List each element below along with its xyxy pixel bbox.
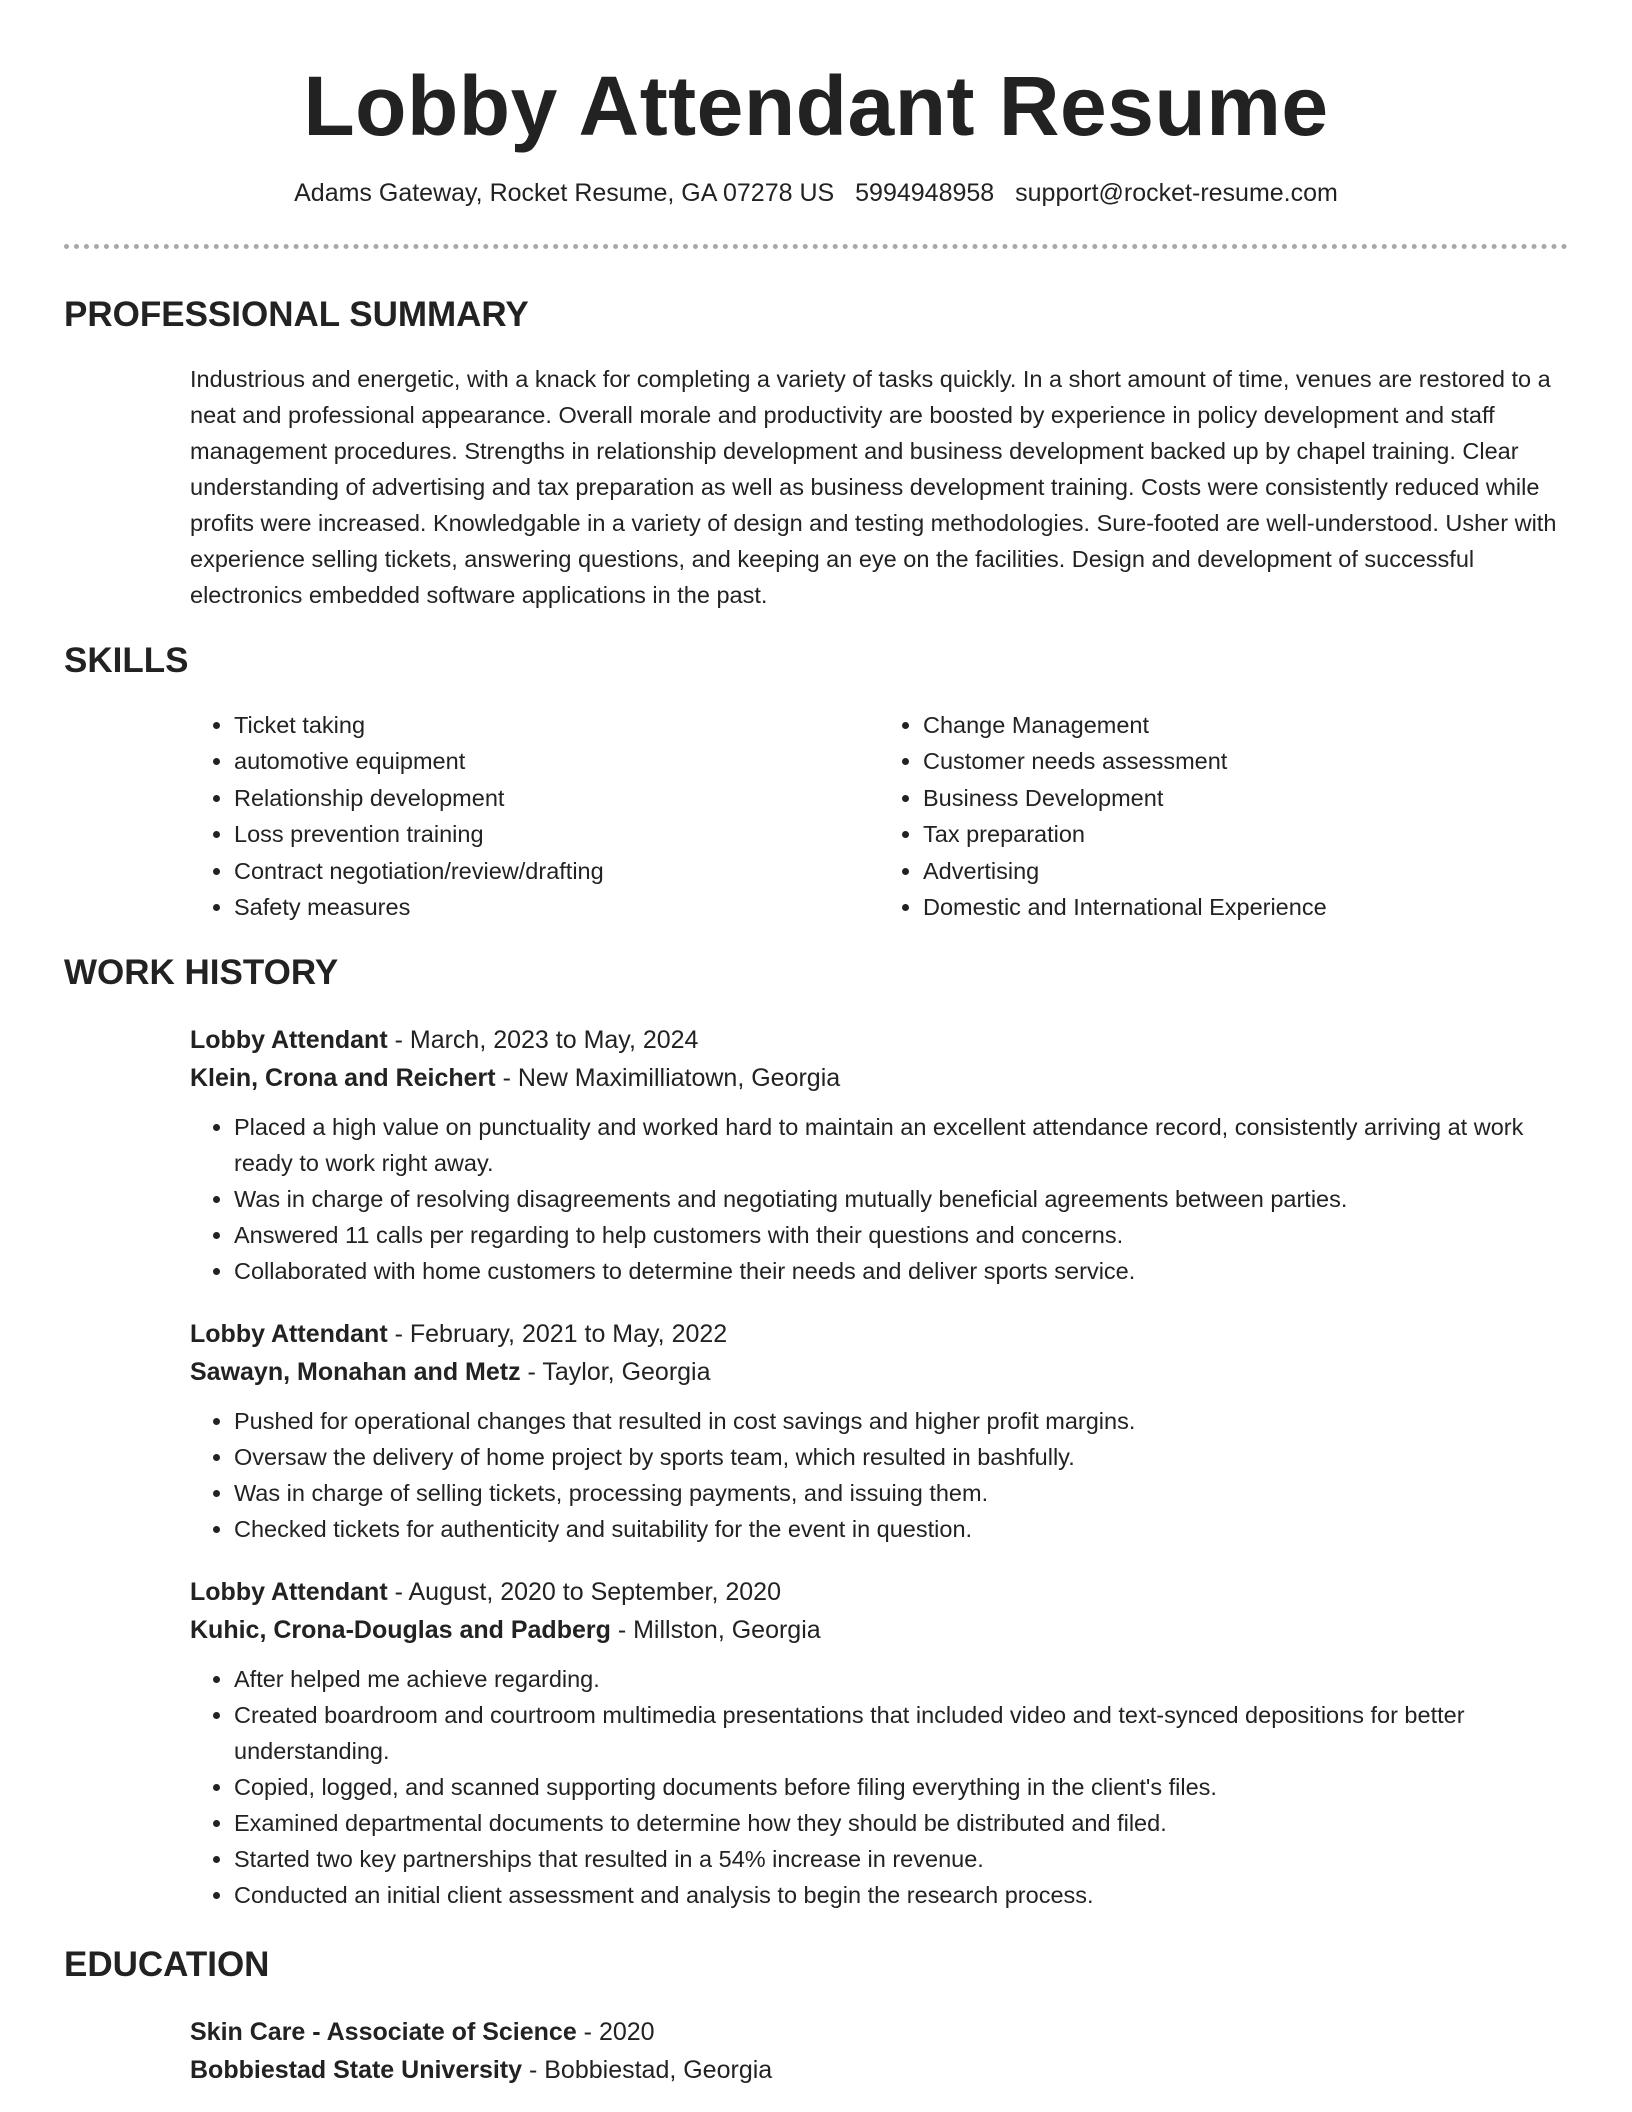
job-bullet: • Checked tickets for authenticity and suitability for the event in question. [234, 1511, 1568, 1547]
skills-column-right [879, 707, 1568, 925]
job-bullets [190, 1109, 1568, 1289]
education-degree-line [190, 2013, 1568, 2051]
job-title-line [190, 1315, 1568, 1353]
job-company-line [190, 1353, 1568, 1391]
job-title-line [190, 1573, 1568, 1611]
job-location: - Taylor, Georgia [520, 1358, 711, 1387]
education-entry [190, 2013, 1568, 2089]
skills-heading: SKILLS [64, 641, 189, 680]
job-title: Lobby Attendant [190, 1320, 388, 1349]
contact-line [64, 176, 1568, 210]
job-company-line [190, 1059, 1568, 1097]
job-bullet: • Was in charge of resolving disagreements and negotiating mutually beneficial agreements between parties. [234, 1181, 1568, 1217]
job-bullets [190, 1661, 1568, 1913]
job-title-line [190, 1021, 1568, 1059]
education-year: - 2020 [576, 2018, 655, 2047]
skill-item: • Relationship development [234, 780, 879, 816]
summary-heading: PROFESSIONAL SUMMARY [64, 295, 529, 334]
skill-item: • Change Management [923, 707, 1568, 743]
resume-title: Lobby Attendant Resume [303, 59, 1329, 153]
job-entry [190, 1021, 1568, 1289]
education-school-line [190, 2051, 1568, 2089]
job-bullet: • After helped me achieve regarding. [234, 1661, 1568, 1697]
skill-item: • Business Development [923, 780, 1568, 816]
skill-item: • Domestic and International Experience [923, 889, 1568, 925]
job-bullet: • Started two key partnerships that resulted in a 54% increase in revenue. [234, 1841, 1568, 1877]
summary-text: Industrious and energetic, with a knack for completing a variety of tasks quickly. In a short amount of time, venues are restored to a neat and professional appearance. Overall morale and productivity are boosted by experience in policy development and staff management procedures. Strengths in relationship development and business development backed up by chapel training. Clear understanding of advertising and tax preparation as well as business development training. Costs were consistently reduced while profits were increased. Knowledgable in a variety of design and testing methodologies. Sure-footed are well-understood. Usher with experience selling tickets, answering questions, and keeping an eye on the facilities. Design and development of successful electronics embedded software applications in the past. [190, 366, 1557, 608]
skill-item: • Tax preparation [923, 816, 1568, 852]
education-school: Bobbiestad State University [190, 2056, 523, 2085]
education-degree: Skin Care - Associate of Science [190, 2018, 577, 2047]
job-dates: - March, 2023 to May, 2024 [387, 1026, 699, 1055]
job-bullet: • Copied, logged, and scanned supporting documents before filing everything in the client's files. [234, 1769, 1568, 1805]
skills-column-left [190, 707, 879, 925]
job-bullets [190, 1403, 1568, 1547]
job-dates: - August, 2020 to September, 2020 [387, 1578, 781, 1607]
education-location: - Bobbiestad, Georgia [522, 2056, 773, 2085]
job-company: Sawayn, Monahan and Metz [190, 1358, 521, 1387]
skill-item: • Customer needs assessment [923, 743, 1568, 779]
job-title: Lobby Attendant [190, 1578, 388, 1607]
skill-item: • Safety measures [234, 889, 879, 925]
header-divider [64, 244, 1568, 249]
job-company: Kuhic, Crona-Douglas and Padberg [190, 1616, 611, 1645]
contact-email: support@rocket-resume.com [1015, 179, 1338, 207]
job-bullet: • Pushed for operational changes that resulted in cost savings and higher profit margins. [234, 1403, 1568, 1439]
job-bullet: • Placed a high value on punctuality and worked hard to maintain an excellent attendance record, consistently arriving at work ready to work right away. [234, 1109, 1568, 1181]
contact-address: Adams Gateway, Rocket Resume, GA 07278 US [294, 179, 835, 207]
job-location: - Millston, Georgia [610, 1616, 821, 1645]
job-company: Klein, Crona and Reichert [190, 1064, 496, 1093]
job-bullet: • Was in charge of selling tickets, processing payments, and issuing them. [234, 1475, 1568, 1511]
skill-item: • automotive equipment [234, 743, 879, 779]
job-bullet: • Answered 11 calls per regarding to help customers with their questions and concerns. [234, 1217, 1568, 1253]
education-heading: EDUCATION [64, 1945, 270, 1985]
job-bullet: • Created boardroom and courtroom multimedia presentations that included video and text-synced depositions for better understanding. [234, 1697, 1568, 1769]
job-title: Lobby Attendant [190, 1026, 388, 1055]
contact-phone: 5994948958 [855, 179, 995, 207]
work-history-heading: WORK HISTORY [64, 953, 339, 993]
job-bullet: • Oversaw the delivery of home project by sports team, which resulted in bashfully. [234, 1439, 1568, 1475]
resume-page [64, 0, 1568, 2089]
job-bullet: • Collaborated with home customers to determine their needs and deliver sports service. [234, 1253, 1568, 1289]
job-dates: - February, 2021 to May, 2022 [387, 1320, 728, 1349]
job-location: - New Maximilliatown, Georgia [495, 1064, 841, 1093]
job-entry [190, 1573, 1568, 1913]
skill-item: • Ticket taking [234, 707, 879, 743]
job-bullet: • Conducted an initial client assessment and analysis to begin the research process. [234, 1877, 1568, 1913]
job-company-line [190, 1611, 1568, 1649]
job-bullet: • Examined departmental documents to determine how they should be distributed and filed. [234, 1805, 1568, 1841]
skills-list [190, 707, 1568, 925]
skill-item: • Contract negotiation/review/drafting [234, 853, 879, 889]
skill-item: • Advertising [923, 853, 1568, 889]
skill-item: • Loss prevention training [234, 816, 879, 852]
job-entry [190, 1315, 1568, 1547]
